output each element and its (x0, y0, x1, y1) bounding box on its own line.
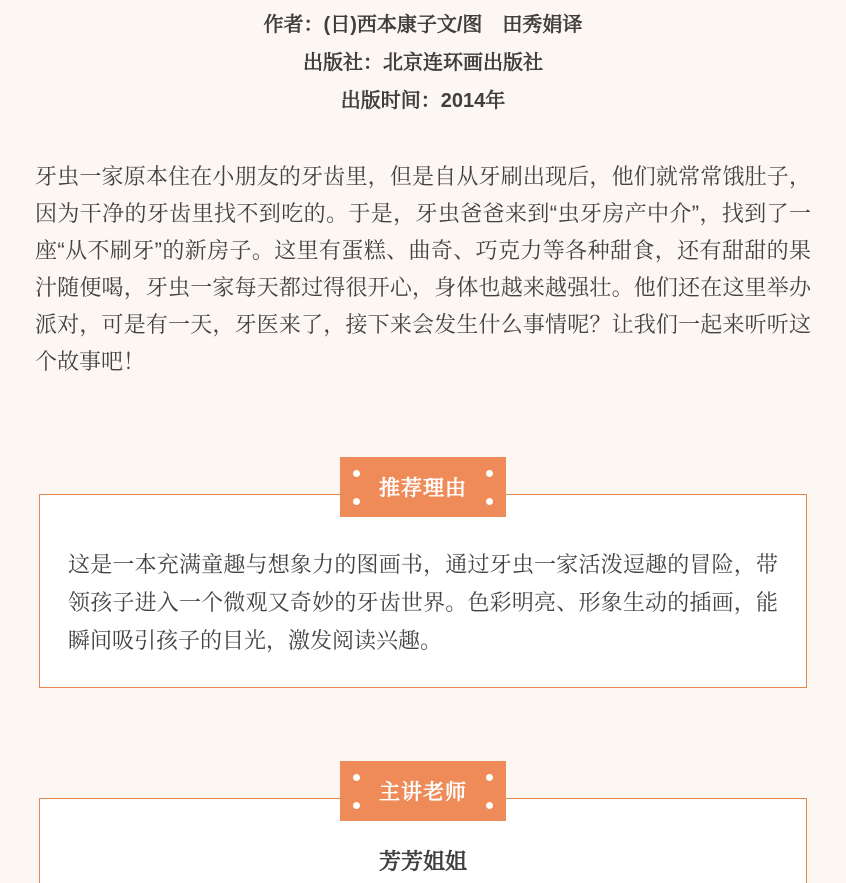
section-teacher (0, 761, 846, 883)
recommendation-text: 这是一本充满童趣与想象力的图画书，通过牙虫一家活泼逗趣的冒险，带领孩子进入一个微观又奇妙的牙齿世界。色彩明亮、形象生动的插画，能瞬间吸引孩子的目光，激发阅读兴趣。 (68, 552, 778, 653)
badge-corner-dot-icon (486, 802, 493, 809)
section-recommendation (0, 457, 846, 688)
book-publisher: 出版社：北京连环画出版社 (303, 52, 543, 74)
book-synopsis: 牙虫一家原本住在小朋友的牙齿里，但是自从牙刷出现后，他们就常常饿肚子，因为干净的牙齿里找不到吃的。于是，牙虫爸爸来到“虫牙房产中介”，找到了一座“从不刷牙”的新房子。这里有蛋糕、曲奇、巧克力等各种甜食，还有甜甜的果汁随便喝，牙虫一家每天都过得很开心，身体也越来越强壮。他们还在这里举办派对，可是有一天，牙医来了，接下来会发生什么事情呢？让我们一起来听听这个故事吧！ (35, 164, 811, 374)
recommendation-box (39, 494, 807, 688)
badge-corner-dot-icon (486, 498, 493, 505)
book-publish-date: 出版时间：2014年 (340, 90, 506, 112)
badge-corner-dot-icon (353, 498, 360, 505)
book-info (0, 0, 846, 120)
badge-corner-dot-icon (486, 470, 493, 477)
badge-corner-dot-icon (353, 802, 360, 809)
badge-corner-dot-icon (353, 774, 360, 781)
badge-corner-dot-icon (486, 774, 493, 781)
teacher-badge-label: 主讲老师 (379, 781, 467, 804)
book-author: 作者：(日)西本康子文/图 田秀娟译 (263, 14, 583, 36)
badge-corner-dot-icon (353, 470, 360, 477)
teacher-ribbon-badge (340, 761, 506, 821)
recommendation-ribbon-badge (340, 457, 506, 517)
recommendation-badge-label: 推荐理由 (379, 477, 467, 500)
teacher-name: 芳芳姐姐 (378, 849, 467, 874)
